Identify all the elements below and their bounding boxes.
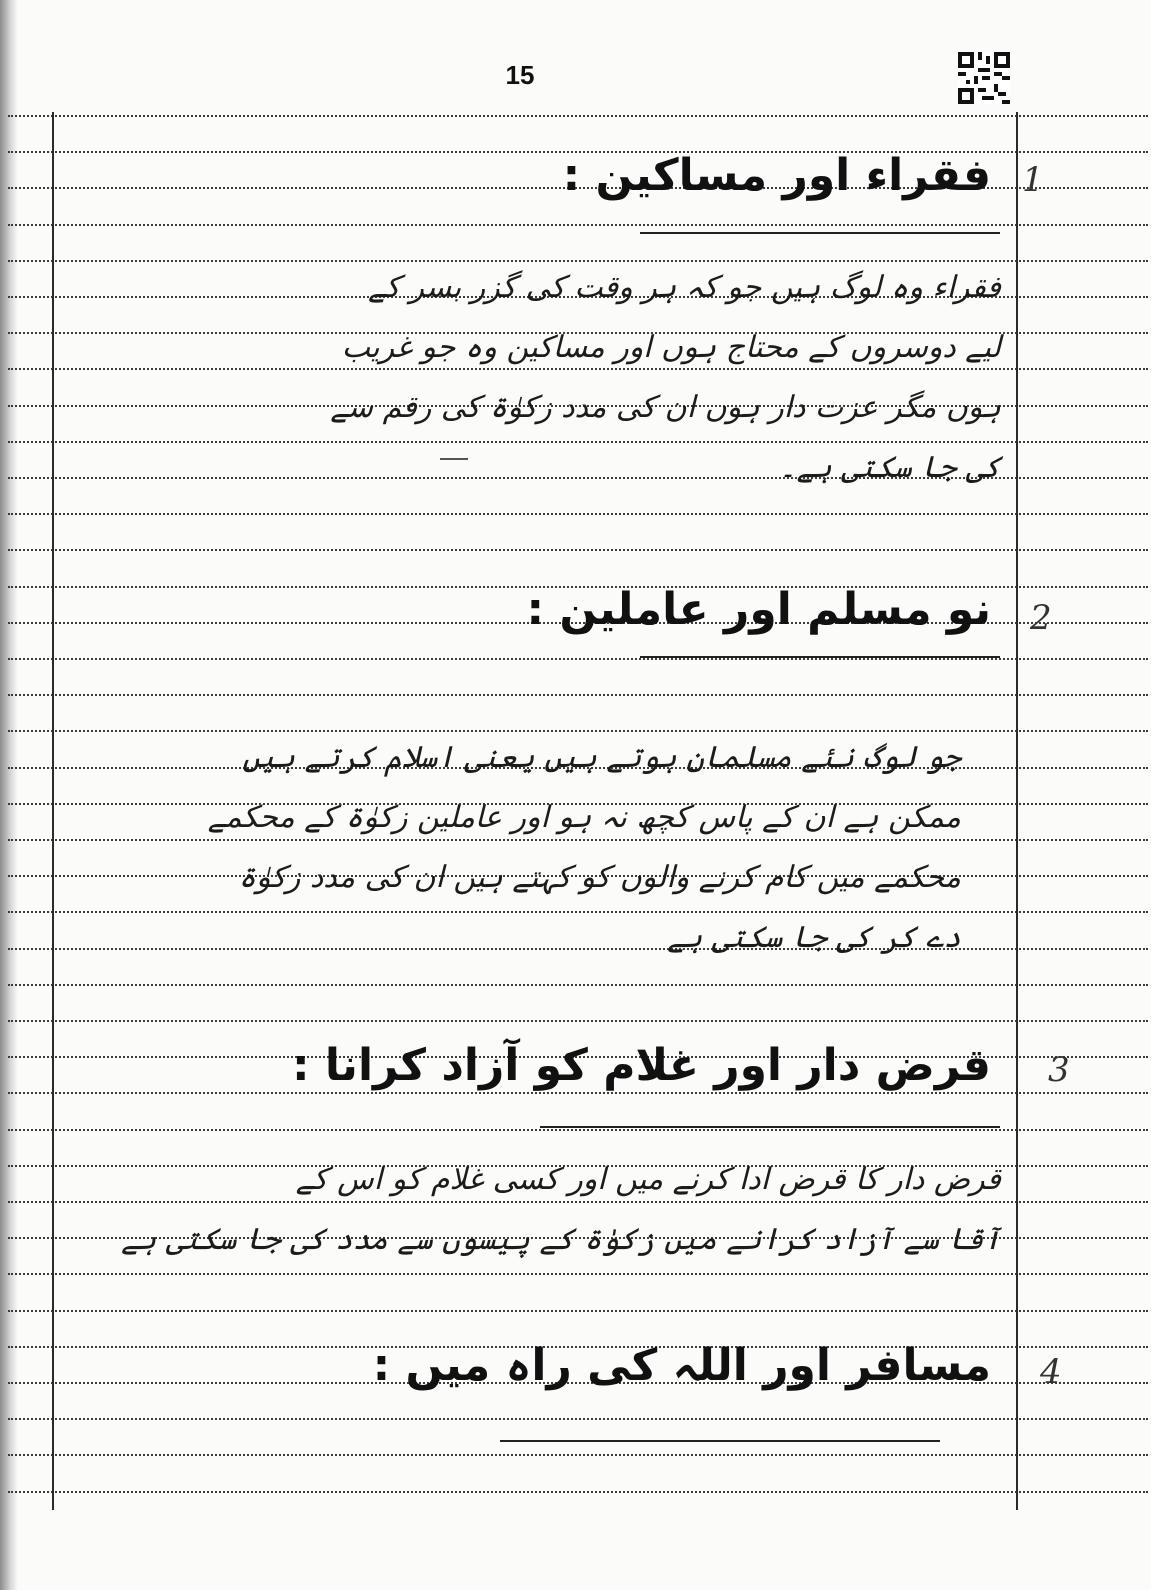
section-2-number: 2 xyxy=(1030,598,1052,638)
section-2-line-1: جو لوگ نئے مسلمان ہوتے ہیں یعنی اسلام کرتے ہیں xyxy=(242,740,961,775)
left-margin-line xyxy=(52,112,54,1510)
ruled-line xyxy=(8,1454,1148,1456)
section-3-number: 3 xyxy=(1048,1050,1070,1090)
section-3-underline xyxy=(540,1126,1000,1128)
section-4-heading: مسافر اور اللہ کی راہ میں : xyxy=(372,1340,991,1391)
ruled-line xyxy=(8,549,1148,551)
section-1-heading: فقراء اور مساکین : xyxy=(562,150,991,201)
section-1-body xyxy=(81,258,1001,498)
qr-code-icon xyxy=(958,52,1010,104)
ruled-line xyxy=(8,694,1148,696)
ruled-line xyxy=(8,1273,1148,1275)
ruled-line xyxy=(8,1092,1148,1094)
ruled-line xyxy=(8,224,1148,226)
section-3-body xyxy=(61,1150,1001,1270)
ruled-line xyxy=(8,1129,1148,1131)
section-2-body xyxy=(81,728,961,968)
section-1-line-3: ہوں مگر عزت دار ہوں ان کی مدد زکوٰۃ کی رقم سے xyxy=(330,390,1001,425)
page-number: 15 xyxy=(505,60,535,90)
ruled-line xyxy=(8,513,1148,515)
section-2-underline xyxy=(640,656,1000,658)
stray-mark xyxy=(440,458,468,460)
ruled-line xyxy=(8,658,1148,660)
section-1-line-1: فقراء وہ لوگ ہیں جو کہ ہر وقت کی گزر بسر کے xyxy=(368,270,1001,305)
ruled-line xyxy=(8,1310,1148,1312)
section-1-line-2: لیے دوسروں کے محتاج ہوں اور مساکین وہ جو غریب xyxy=(341,330,1001,365)
binding-shadow xyxy=(0,0,18,1590)
ruled-line xyxy=(8,1418,1148,1420)
section-3-line-2: آقا سے آزاد کرانے میں زکوٰۃ کے پیسوں سے مدد کی جا سکتی ہے xyxy=(121,1222,1001,1257)
section-3-heading: قرض دار اور غلام کو آزاد کرانا : xyxy=(292,1040,991,1091)
right-margin-line xyxy=(1016,112,1018,1510)
ruled-line xyxy=(8,115,1148,117)
section-4-number: 4 xyxy=(1040,1352,1062,1392)
section-1-underline xyxy=(640,232,1000,234)
section-1-line-4: کی جا سکتی ہے۔ xyxy=(779,450,1001,485)
ruled-line xyxy=(8,1491,1148,1493)
section-2-heading: نو مسلم اور عاملین : xyxy=(526,584,991,635)
section-4-underline xyxy=(500,1440,940,1442)
section-2-line-2: ممکن ہے ان کے پاس کچھ نہ ہو اور عاملین زکوٰۃ کے محکمے xyxy=(207,800,961,835)
section-1-number: 1 xyxy=(1022,160,1044,200)
section-2-line-3: محکمے میں کام کرنے والوں کو کہتے ہیں ان کی مدد زکوٰۃ xyxy=(238,860,961,895)
section-3-line-1: قرض دار کا قرض ادا کرنے میں اور کسی غلام کو اس کے xyxy=(295,1162,1001,1197)
section-2-line-4: دے کر کی جا سکتی ہے xyxy=(667,920,961,955)
ruled-line xyxy=(8,1020,1148,1022)
ruled-line xyxy=(8,984,1148,986)
